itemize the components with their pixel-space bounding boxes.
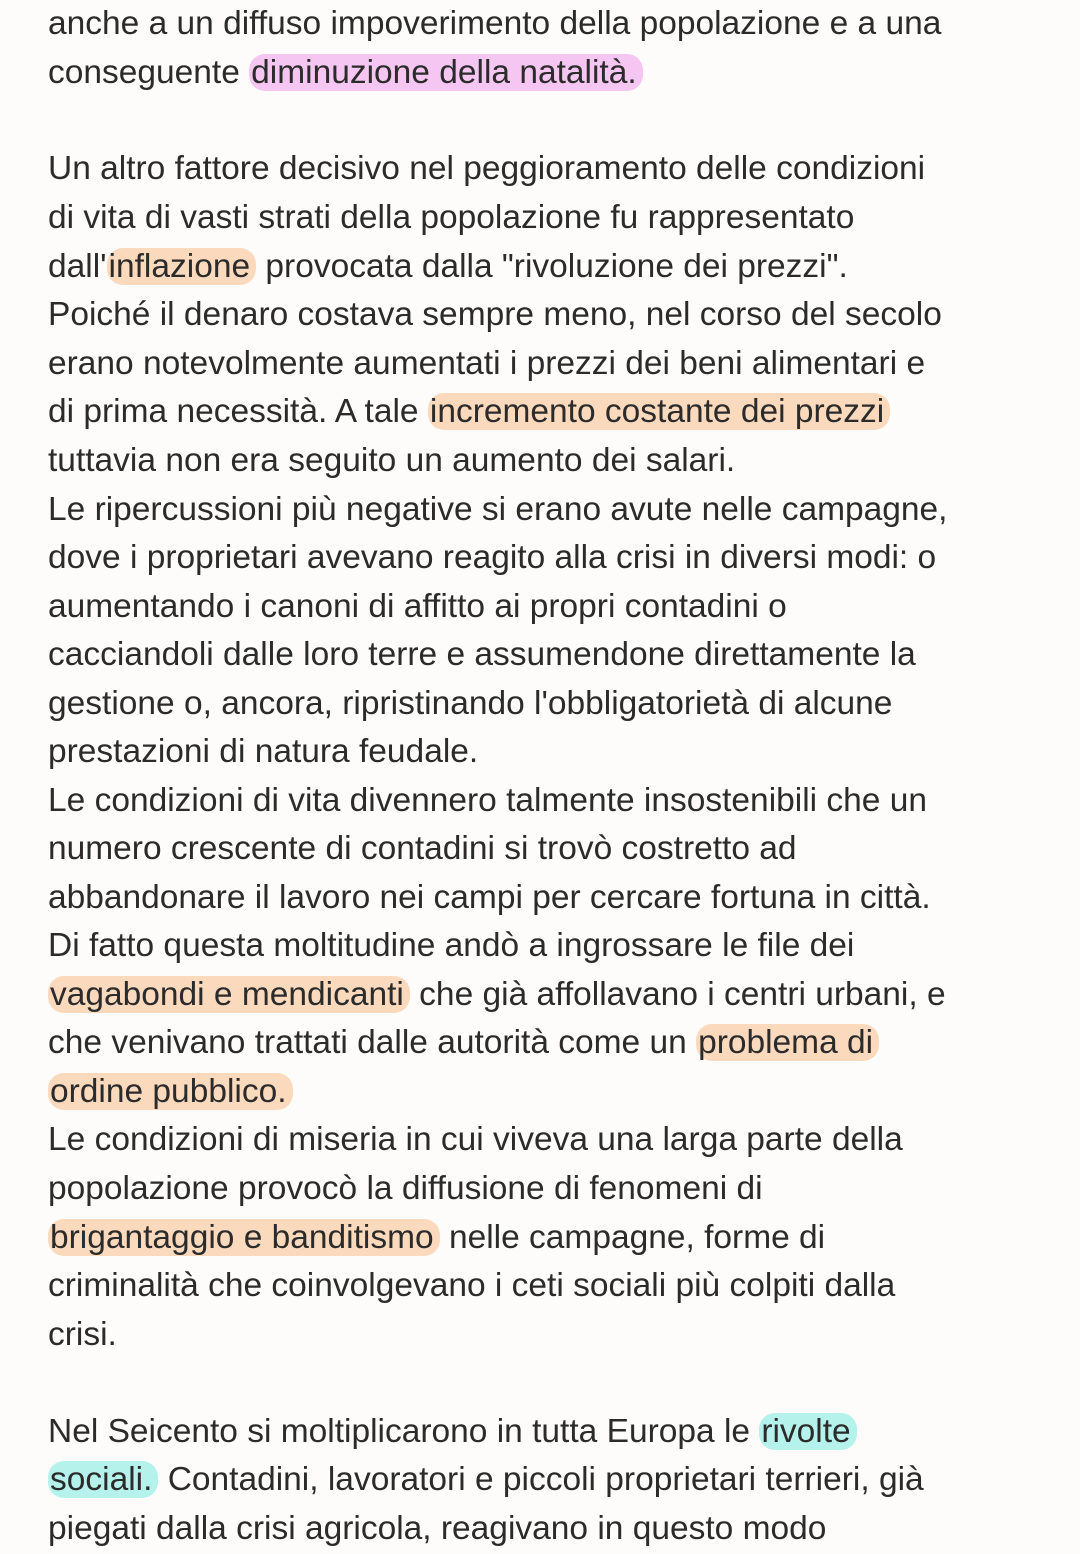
text-line: cacciandoli dalle loro terre e assumendone direttamente la	[48, 636, 916, 673]
highlighted-text: sociali.	[48, 1461, 158, 1498]
text-line: Un altro fattore decisivo nel peggioramento delle condizioni	[48, 150, 926, 187]
text-line: tuttavia non era seguito un aumento dei salari.	[48, 442, 736, 479]
text-line: aumentando i canoni di affitto ai propri contadini o	[48, 588, 787, 625]
text-line: popolazione provocò la diffusione di fenomeni di	[48, 1170, 763, 1207]
highlighted-text: rivolte	[759, 1413, 856, 1450]
text-line: anche a un diffuso impoverimento della popolazione e a una	[48, 5, 942, 42]
text-line: dove i proprietari avevano reagito alla crisi in diversi modi: o	[48, 539, 937, 576]
text-line: erano notevolmente aumentati i prezzi dei beni alimentari e	[48, 345, 926, 382]
text-line: sociali. Contadini, lavoratori e piccoli proprietari terrieri, già	[50, 1461, 924, 1498]
text-line: Di fatto questa moltitudine andò a ingrossare le file dei	[48, 927, 855, 964]
text-line: Le condizioni di vita divennero talmente insostenibili che un	[48, 782, 927, 819]
text-line	[48, 1072, 293, 1112]
text-line: numero crescente di contadini si trovò costretto ad	[48, 830, 797, 867]
text-line: Poiché il denaro costava sempre meno, nel corso del secolo	[48, 296, 942, 333]
highlighted-text: brigantaggio e banditismo	[48, 1219, 440, 1256]
text-line: brigantaggio e banditismo nelle campagne, forme di	[50, 1219, 826, 1256]
text-line: conseguente diminuzione della natalità.	[48, 53, 643, 93]
text-line: abbandonare il lavoro nei campi per cercare fortuna in città.	[48, 879, 931, 916]
highlighted-text: vagabondi e mendicanti	[48, 976, 410, 1013]
text-line: Le ripercussioni più negative si erano avute nelle campagne,	[48, 491, 948, 528]
text-line: Le condizioni di miseria in cui viveva una larga parte della	[48, 1121, 903, 1158]
text-line: di prima necessità. A tale incremento costante dei prezzi	[48, 392, 890, 432]
text-line: piegati dalla crisi agricola, reagivano in questo modo	[48, 1510, 827, 1547]
text-line: dall'inflazione provocata dalla "rivoluzione dei prezzi".	[48, 248, 848, 285]
highlighted-text: incremento costante dei prezzi	[428, 393, 890, 430]
highlighted-text: inflazione	[107, 248, 257, 285]
text-line: gestione o, ancora, ripristinando l'obbligatorietà di alcune	[48, 685, 893, 722]
text-line: che venivano trattati dalle autorità come un problema di	[48, 1023, 879, 1063]
highlighted-text: diminuzione della natalità.	[249, 54, 643, 91]
text-line: di vita di vasti strati della popolazione fu rappresentato	[48, 199, 855, 236]
text-line: criminalità che coinvolgevano i ceti sociali più colpiti dalla	[48, 1267, 896, 1304]
text-line: Nel Seicento si moltiplicarono in tutta Europa le rivolte	[48, 1412, 857, 1452]
text-line: crisi.	[48, 1316, 117, 1353]
text-line: prestazioni di natura feudale.	[48, 733, 479, 770]
highlighted-text: ordine pubblico.	[48, 1073, 293, 1110]
highlighted-text: problema di	[696, 1024, 879, 1061]
text-line: vagabondi e mendicanti che già affollavano i centri urbani, e	[50, 976, 946, 1013]
